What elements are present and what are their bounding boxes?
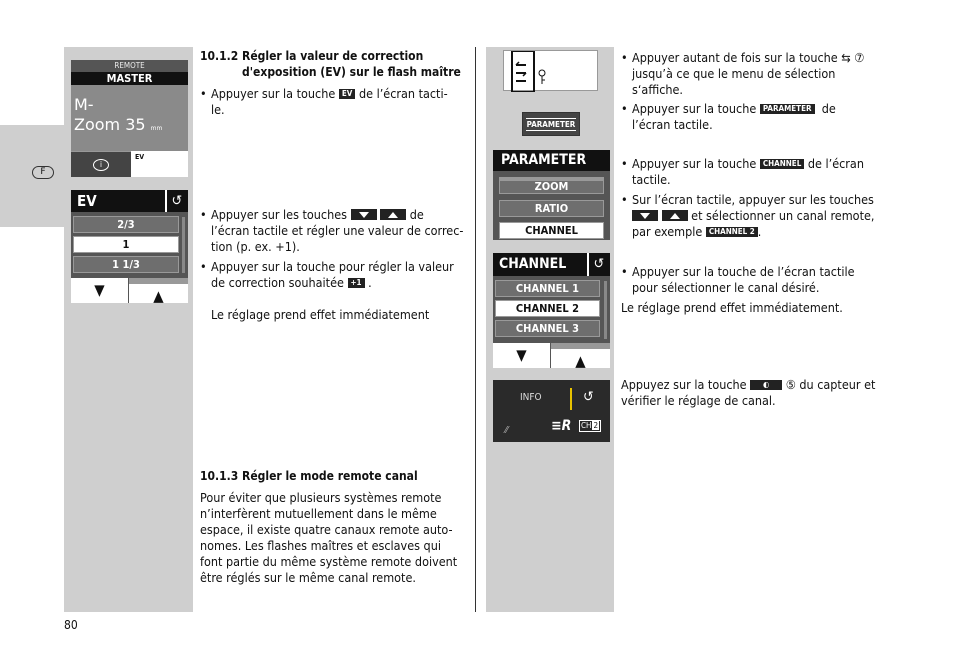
down-chip-icon — [351, 209, 377, 220]
channel-title: CHANNEL — [499, 256, 567, 272]
channel-item[interactable]: CHANNEL 1 — [495, 280, 600, 297]
up-button[interactable]: ▲ — [129, 278, 188, 303]
channel-screen — [493, 253, 610, 368]
remote-icon: ≡R — [551, 418, 572, 434]
channel-item[interactable]: CHANNEL 3 — [495, 320, 600, 337]
ev-title: EV — [77, 192, 97, 210]
effect-note: Le réglage prend effet immédiatement — [211, 307, 430, 322]
column-divider — [475, 47, 476, 612]
section-10-1-2 — [200, 48, 470, 118]
channel-item-selected[interactable]: CHANNEL 2 — [495, 300, 600, 317]
down-button[interactable]: ▼ — [71, 278, 129, 303]
instruction-value: • Appuyer sur la touche pour régler la valeur de correction souhaitée +1 . — [200, 259, 470, 291]
master-label: MASTER — [71, 72, 188, 85]
section-title-line2: d'exposition (EV) sur le flash maître — [242, 65, 461, 79]
instruction-verify: Appuyez sur la touche ◐ ⑤ du capteur et vérifier le réglage de canal. — [621, 377, 876, 408]
up-chip-icon — [662, 210, 688, 221]
menu-item-channel[interactable]: CHANNEL — [499, 222, 604, 239]
channel-chip: CHANNEL — [760, 159, 804, 169]
plus1-chip: +1 — [348, 278, 365, 288]
ev-chip: EV — [339, 89, 356, 99]
info-label: INFO — [520, 392, 542, 403]
mode-line: M- — [74, 95, 94, 114]
scrollbar[interactable] — [604, 281, 607, 339]
zoom-line: Zoom 35 — [74, 115, 146, 134]
info-key-chip: ◐ — [750, 380, 782, 390]
remote-label: REMOTE — [114, 61, 145, 70]
info-icon: i — [93, 159, 109, 171]
instruction-channel: • Appuyer sur la touche CHANNEL de l’écran tactile. — [621, 156, 891, 188]
menu-item-ratio[interactable]: RATIO — [499, 200, 604, 217]
ev-item[interactable]: 1 1/3 — [73, 256, 179, 273]
parameter-chip: PARAMETER — [760, 104, 815, 114]
channel2-chip: CHANNEL 2 — [706, 227, 758, 237]
parameter-title: PARAMETER — [493, 150, 610, 171]
down-chip-icon — [632, 210, 658, 221]
back-icon[interactable]: ↺ — [587, 253, 604, 276]
up-chip-icon — [380, 209, 406, 220]
flash-rays-icon: ⁄⁄ — [505, 425, 508, 436]
language-badge: F — [32, 166, 54, 179]
sensor-info-screen — [493, 380, 610, 442]
instruction-confirm: • Appuyer sur la touche de l’écran tactile pour sélectionner le canal désiré. — [621, 264, 891, 296]
divider-bar — [570, 388, 572, 410]
parameter-screen — [493, 150, 610, 240]
info-button[interactable] — [71, 151, 131, 177]
ev-item[interactable]: 2/3 — [73, 216, 179, 233]
remote-master-screen — [71, 60, 188, 177]
right-instructions-channel — [621, 156, 891, 240]
instruction-ev: • Appuyer sur la touche EV de l’écran tacti- le. — [200, 86, 470, 118]
right-instructions-verify — [621, 377, 891, 409]
ev-item-selected[interactable]: 1 — [73, 236, 179, 253]
down-button[interactable]: ▼ — [493, 343, 551, 368]
instructions-ev-adjust — [200, 207, 470, 323]
instruction-mode-key: • Appuyer autant de fois sur la touche ⇆ ⑦ jusqu’à ce que le menu de sélection s‘affiche. — [621, 50, 891, 98]
section-title: 10.1.3 Régler le mode remote canal — [200, 469, 418, 483]
device-button-illustration — [503, 50, 598, 91]
instruction-parameter: • Appuyer sur la touche PARAMETER de l’écran tactile. — [621, 101, 891, 133]
instruction-select-channel: • Sur l’écran tactile, appuyer sur les touches et sélectionner un canal remote, par exemple CHANNEL 2 . — [621, 192, 891, 240]
right-instructions — [621, 50, 891, 133]
instruction-arrows: • Appuyer sur les touches de l’écran tactile et régler une valeur de correc- tion (p. ex. +1). — [200, 207, 470, 255]
scrollbar[interactable] — [182, 217, 185, 273]
page-number: 80 — [64, 618, 78, 632]
mode-switch-icon — [504, 51, 599, 92]
ev-screen — [71, 190, 188, 303]
menu-item-zoom[interactable]: ZOOM — [499, 177, 604, 194]
zoom-unit: mm — [150, 125, 163, 132]
section-10-1-3 — [200, 468, 470, 586]
effect-note: Le réglage prend effet immédiatement. — [621, 300, 843, 315]
up-button[interactable]: ▲ — [551, 343, 610, 368]
back-icon[interactable]: ↺ — [165, 190, 182, 212]
side-tab — [0, 125, 64, 227]
right-instructions-confirm — [621, 264, 891, 316]
back-icon: ↺ — [583, 389, 594, 405]
paragraph: Pour éviter que plusieurs systèmes remote n’interfèrent mutuellement dans le même espace, il existe quatre canaux remote auto- nomes. Les flashes maîtres et esclaves qui font partie du même système remote doivent être réglés sur le même canal remote. — [200, 490, 458, 585]
section-title: 10.1.2 Régler la valeur de correction — [200, 49, 424, 63]
channel-badge: CH 2 — [579, 420, 601, 432]
parameter-button[interactable]: PARAMETER — [522, 112, 580, 136]
ev-button[interactable]: EV — [131, 151, 188, 177]
